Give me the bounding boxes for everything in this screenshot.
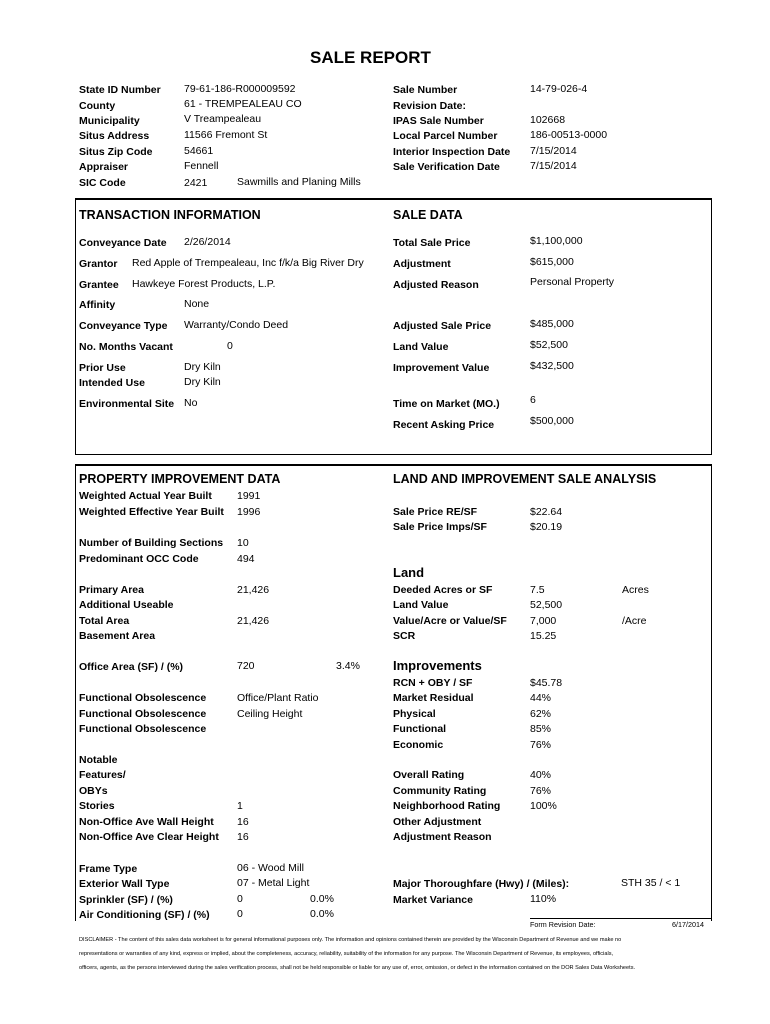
exterior-wall-value: 07 - Metal Light (237, 877, 310, 889)
clear-height-value: 16 (237, 831, 249, 843)
sale-price-imps-sf-label: Sale Price Imps/SF (393, 521, 487, 533)
analysis-heading: LAND AND IMPROVEMENT SALE ANALYSIS (393, 472, 657, 486)
adjusted-reason-label: Adjusted Reason (393, 279, 479, 291)
weighted-actual-year-label: Weighted Actual Year Built (79, 490, 212, 502)
recent-asking-price-label: Recent Asking Price (393, 419, 495, 431)
primary-area-value: 21,426 (237, 584, 270, 596)
ipas-sale-number-label: IPAS Sale Number (393, 115, 484, 127)
total-area-label: Total Area (79, 615, 130, 627)
grantor-label: Grantor (79, 258, 118, 270)
improvements-heading: Improvements (393, 658, 482, 673)
page-title: SALE REPORT (310, 48, 431, 67)
affinity-value: None (184, 298, 210, 310)
appraiser-label: Appraiser (79, 161, 129, 173)
total-sale-price-value: $1,100,000 (530, 235, 583, 247)
deeded-acres-unit: Acres (622, 584, 649, 596)
frame-type-value: 06 - Wood Mill (237, 862, 304, 874)
exterior-wall-label: Exterior Wall Type (79, 878, 170, 890)
market-residual-value: 44% (530, 692, 552, 704)
clear-height-label: Non-Office Ave Clear Height (79, 831, 219, 843)
stories-value: 1 (237, 800, 243, 812)
air-conditioning-label: Air Conditioning (SF) / (%) (79, 909, 210, 921)
sic-code-label: SIC Code (79, 177, 126, 189)
predominant-occ-value: 494 (237, 553, 255, 565)
prior-use-label: Prior Use (79, 362, 126, 374)
wall-height-value: 16 (237, 816, 249, 828)
economic-value: 76% (530, 739, 552, 751)
physical-value: 62% (530, 708, 552, 720)
adjustment-label: Adjustment (393, 258, 451, 270)
transaction-heading: TRANSACTION INFORMATION (79, 208, 261, 222)
value-per-acre-label: Value/Acre or Value/SF (393, 615, 507, 627)
sprinkler-value: 0 (237, 893, 243, 905)
total-area-value: 21,426 (237, 615, 270, 627)
intended-use-label: Intended Use (79, 377, 145, 389)
situs-address-value: 11566 Fremont St (184, 129, 268, 141)
rcn-oby-sf-label: RCN + OBY / SF (393, 677, 473, 689)
adjusted-sale-price-label: Adjusted Sale Price (393, 320, 492, 332)
sale-price-imps-sf-value: $20.19 (530, 521, 563, 533)
form-revision-label: Form Revision Date: (530, 920, 596, 929)
interior-inspection-value: 7/15/2014 (530, 145, 577, 157)
sale-verification-value: 7/15/2014 (530, 160, 577, 172)
predominant-occ-label: Predominant OCC Code (79, 553, 199, 565)
situs-address-label: Situs Address (79, 130, 150, 142)
wall-height-label: Non-Office Ave Wall Height (79, 816, 214, 828)
sale-price-re-sf-value: $22.64 (530, 506, 563, 518)
sale-data-heading: SALE DATA (393, 208, 463, 222)
overall-rating-value: 40% (530, 769, 552, 781)
prior-use-value: Dry Kiln (184, 361, 221, 373)
market-residual-label: Market Residual (393, 692, 474, 704)
market-variance-label: Market Variance (393, 894, 473, 906)
rcn-oby-sf-value: $45.78 (530, 677, 563, 689)
time-on-market-value: 6 (530, 394, 536, 406)
economic-label: Economic (393, 739, 444, 751)
analysis-land-value-value: 52,500 (530, 599, 563, 611)
sic-code-description: Sawmills and Planing Mills (237, 176, 361, 188)
market-variance-value: 110% (530, 893, 557, 905)
months-vacant-value: 0 (227, 340, 233, 352)
office-area-value: 720 (237, 660, 255, 672)
scr-label: SCR (393, 630, 416, 642)
frame-type-label: Frame Type (79, 863, 138, 875)
situs-zip-label: Situs Zip Code (79, 146, 153, 158)
grantee-value: Hawkeye Forest Products, L.P. (132, 278, 276, 290)
functional-obsolescence-1-label: Functional Obsolescence (79, 692, 207, 704)
revision-date-label: Revision Date: (393, 100, 466, 112)
land-value-label: Land Value (393, 341, 449, 353)
adjusted-sale-price-value: $485,000 (530, 318, 574, 330)
land-value-value: $52,500 (530, 339, 568, 351)
functional-value: 85% (530, 723, 552, 735)
primary-area-label: Primary Area (79, 584, 144, 596)
neighborhood-rating-value: 100% (530, 800, 557, 812)
municipality-value: V Treampealeau (184, 113, 262, 125)
sale-price-re-sf-label: Sale Price RE/SF (393, 506, 478, 518)
conveyance-date-label: Conveyance Date (79, 237, 167, 249)
adjustment-reason-label: Adjustment Reason (393, 831, 492, 843)
major-thoroughfare-label: Major Thoroughfare (Hwy) / (Miles): (393, 878, 570, 890)
improvement-value-label: Improvement Value (393, 362, 490, 374)
basement-area-label: Basement Area (79, 630, 156, 642)
form-revision-date: 6/17/2014 (672, 920, 704, 929)
grantee-label: Grantee (79, 279, 119, 291)
adjustment-value: $615,000 (530, 256, 574, 268)
months-vacant-label: No. Months Vacant (79, 341, 173, 353)
sprinkler-percent: 0.0% (310, 893, 334, 905)
disclaimer-line-2: representations or warranties of any kind, express or implied, about the completeness, accuracy, reliability, suitability of the information for any purpose. The Wisconsin Department of Revenue, its employees, officials, (79, 951, 614, 957)
notable-features-label-2: Features/ (79, 769, 126, 781)
deeded-acres-value: 7.5 (530, 584, 545, 596)
value-per-acre-unit: /Acre (622, 615, 647, 627)
additional-useable-label: Additional Useable (79, 599, 174, 611)
disclaimer-line-3: officers, agents, as the persons interviewed during the sales verification process, shall not be held responsible or liable for any use of, error, omission, or defect in the information contained on the DOR Sales Data Worksheets. (79, 965, 636, 971)
state-id-label: State ID Number (79, 84, 161, 96)
air-conditioning-value: 0 (237, 908, 243, 920)
interior-inspection-label: Interior Inspection Date (393, 146, 511, 158)
county-value: 61 - TREMPEALEAU CO (184, 98, 302, 110)
functional-obsolescence-3-label: Functional Obsolescence (79, 723, 207, 735)
appraiser-value: Fennell (184, 160, 219, 172)
functional-obsolescence-2-value: Ceiling Height (237, 708, 303, 720)
land-heading: Land (393, 565, 425, 580)
affinity-label: Affinity (79, 299, 116, 311)
deeded-acres-label: Deeded Acres or SF (393, 584, 493, 596)
neighborhood-rating-label: Neighborhood Rating (393, 800, 501, 812)
grantor-value: Red Apple of Trempealeau, Inc f/k/a Big River Dry (132, 257, 364, 269)
state-id-value: 79-61-186-R000009592 (184, 83, 296, 95)
conveyance-type-value: Warranty/Condo Deed (184, 319, 289, 331)
major-thoroughfare-value: STH 35 / < 1 (621, 877, 681, 889)
sale-number-label: Sale Number (393, 84, 458, 96)
air-conditioning-percent: 0.0% (310, 908, 334, 920)
sic-code-value: 2421 (184, 177, 208, 189)
analysis-land-value-label: Land Value (393, 599, 449, 611)
community-rating-label: Community Rating (393, 785, 487, 797)
municipality-label: Municipality (79, 115, 140, 127)
value-per-acre-value: 7,000 (530, 615, 557, 627)
building-sections-label: Number of Building Sections (79, 537, 224, 549)
other-adjustment-label: Other Adjustment (393, 816, 482, 828)
overall-rating-label: Overall Rating (393, 769, 465, 781)
notable-features-label-3: OBYs (79, 785, 108, 797)
weighted-effective-year-label: Weighted Effective Year Built (79, 506, 224, 518)
office-area-percent: 3.4% (336, 660, 360, 672)
scr-value: 15.25 (530, 630, 557, 642)
intended-use-value: Dry Kiln (184, 376, 221, 388)
notable-features-label-1: Notable (79, 754, 118, 766)
functional-obsolescence-1-value: Office/Plant Ratio (237, 692, 319, 704)
sale-number-value: 14-79-026-4 (530, 83, 588, 95)
disclaimer-line-1: DISCLAIMER - The content of this sales data worksheet is for general informational purposes only. The information and opinions contained therein are provided by the Wisconsin Department of Revenue and we make no (79, 937, 622, 943)
local-parcel-label: Local Parcel Number (393, 130, 498, 142)
sprinkler-label: Sprinkler (SF) / (%) (79, 894, 173, 906)
functional-label: Functional (393, 723, 447, 735)
ipas-sale-number-value: 102668 (530, 114, 566, 126)
adjusted-reason-value: Personal Property (530, 276, 615, 288)
local-parcel-value: 186-00513-0000 (530, 129, 608, 141)
community-rating-value: 76% (530, 785, 552, 797)
time-on-market-label: Time on Market (MO.) (393, 398, 500, 410)
weighted-effective-year-value: 1996 (237, 506, 261, 518)
environmental-site-label: Environmental Site (79, 398, 175, 410)
situs-zip-value: 54661 (184, 145, 214, 157)
conveyance-date-value: 2/26/2014 (184, 236, 231, 248)
total-sale-price-label: Total Sale Price (393, 237, 471, 249)
environmental-site-value: No (184, 397, 198, 409)
stories-label: Stories (79, 800, 115, 812)
weighted-actual-year-value: 1991 (237, 490, 261, 502)
sale-verification-label: Sale Verification Date (393, 161, 500, 173)
improvement-value-value: $432,500 (530, 360, 574, 372)
conveyance-type-label: Conveyance Type (79, 320, 168, 332)
footer-rule (530, 918, 712, 919)
recent-asking-price-value: $500,000 (530, 415, 574, 427)
physical-label: Physical (393, 708, 436, 720)
functional-obsolescence-2-label: Functional Obsolescence (79, 708, 207, 720)
building-sections-value: 10 (237, 537, 249, 549)
county-label: County (79, 100, 116, 112)
office-area-label: Office Area (SF) / (%) (79, 661, 184, 673)
property-heading: PROPERTY IMPROVEMENT DATA (79, 472, 281, 486)
